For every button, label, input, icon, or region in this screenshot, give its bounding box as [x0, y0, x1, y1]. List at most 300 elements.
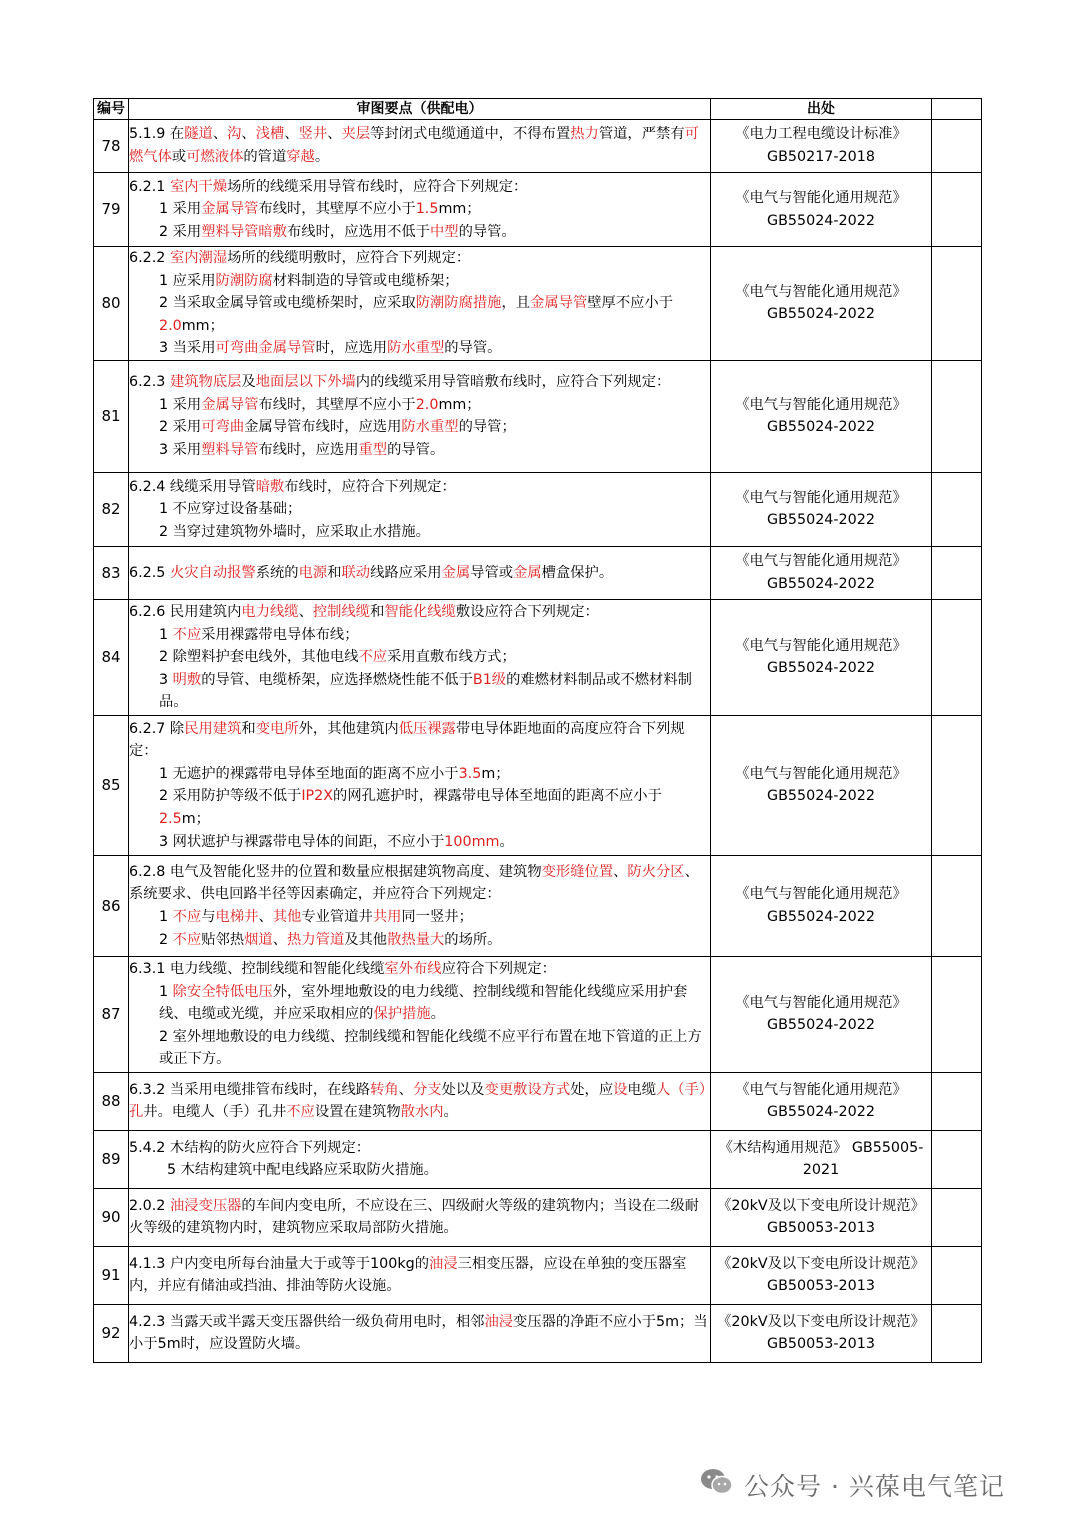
blank-cell — [932, 173, 982, 247]
text-segment: 处，应 — [570, 1081, 614, 1098]
table-row — [94, 247, 982, 361]
text-segment: 4.1.3 户内变电所每台油量大于或等于100kg的 — [129, 1255, 430, 1272]
highlighted-term: 保护措施 — [373, 1006, 431, 1023]
text-segment: 同一竖井； — [401, 908, 473, 925]
highlighted-term: 金属导管 — [530, 295, 588, 312]
text-segment: 和 — [327, 564, 342, 581]
review-point — [129, 247, 711, 361]
text-segment: 等封闭式电缆通道中，不得布置 — [370, 126, 571, 143]
highlighted-term: 油浸 — [484, 1313, 514, 1330]
text-segment: 外，室外埋地敷设的电力线缆、控制线缆和智能化线缆应采用护套线、电缆或光缆，并应采取相应的 — [159, 983, 688, 1023]
highlighted-term: 可弯曲金属导管 — [215, 340, 316, 357]
text-segment: 2.0.2 — [129, 1197, 170, 1214]
table-row — [94, 1130, 982, 1188]
table-row — [94, 956, 982, 1072]
row-number: 90 — [94, 1188, 129, 1246]
highlighted-term: 不应 — [286, 1104, 315, 1121]
review-point-line — [129, 906, 710, 929]
table-row — [94, 855, 982, 956]
highlighted-term: 2.5 — [159, 811, 182, 828]
text-segment: 贴邻热 — [201, 931, 245, 948]
text-segment: 场所的线缆明敷时，应符合下列规定： — [227, 250, 471, 266]
text-segment: 6.2.8 电气及智能化竖井的位置和数量应根据建筑物高度、建筑物 — [129, 863, 542, 880]
blank-cell — [932, 472, 982, 546]
highlighted-term: 火灾自动报警 — [169, 564, 256, 581]
highlighted-term: 建筑物底层 — [169, 374, 242, 391]
text-segment: 的导管。 — [444, 340, 502, 357]
text-segment: 电缆 — [627, 1081, 657, 1098]
text-segment: 布线时，应符合下列规定： — [284, 478, 456, 495]
row-number: 84 — [94, 599, 129, 715]
blank-cell — [932, 1188, 982, 1246]
text-segment: 、 — [241, 126, 256, 143]
source-reference: 《20kV及以下变电所设计规范》 GB50053-2013 — [711, 1304, 932, 1362]
highlighted-term: 防潮防腐措施 — [415, 295, 502, 312]
text-segment: 应符合下列规定： — [441, 960, 556, 977]
highlighted-term: B1级 — [472, 671, 507, 688]
text-segment: 变压器的净距不应小于5m；当小于5m时，应设置防火墙。 — [129, 1313, 708, 1353]
blank-cell — [932, 247, 982, 361]
highlighted-term: 共用 — [372, 908, 402, 925]
review-point — [129, 1072, 711, 1130]
text-segment: 专业管道井 — [301, 908, 373, 925]
review-point-line — [129, 958, 710, 981]
blank-cell — [932, 546, 982, 599]
source-reference: 《电气与智能化通用规范》 GB55024-2022 — [711, 715, 932, 855]
text-segment: 1 采用 — [159, 201, 202, 218]
review-point-line — [129, 198, 710, 221]
text-segment: 线路应采用 — [370, 564, 442, 581]
text-segment: 6.2.6 民用建筑内 — [129, 603, 242, 620]
highlighted-term: 夹层 — [341, 126, 371, 143]
text-segment: 、系统要求、供电回路半径等因素确定，并应符合下列规定： — [129, 863, 699, 903]
text-segment: 3 — [159, 671, 173, 688]
text-segment: 内的线缆采用导管暗敷布线时，应符合下列规定： — [355, 374, 671, 391]
row-number: 82 — [94, 472, 129, 546]
blank-cell — [932, 1246, 982, 1304]
highlighted-term: 防水重型 — [401, 419, 459, 436]
text-segment: 1 — [159, 626, 173, 643]
source-reference: 《电气与智能化通用规范》 GB55024-2022 — [711, 956, 932, 1072]
highlighted-term: 3.5 — [458, 765, 482, 782]
highlighted-term: 沟 — [227, 126, 242, 143]
review-point-line — [129, 1159, 710, 1182]
text-segment: 、 — [327, 126, 342, 143]
text-segment: 采用裸露带电导体布线； — [201, 626, 359, 643]
text-segment: 2 采用 — [159, 419, 202, 436]
source-reference: 《电气与智能化通用规范》 GB55024-2022 — [711, 599, 932, 715]
text-segment: 2 当采取金属导管或电缆桥架时，应采取 — [159, 295, 416, 312]
text-segment: 6.3.2 当采用电缆排管布线时，在线路 — [129, 1081, 371, 1098]
watermark — [700, 1462, 1005, 1508]
text-segment: 采用直敷布线方式； — [387, 649, 516, 666]
review-point-line — [129, 1079, 710, 1124]
text-segment: 5 木结构建筑中配电线路应采取防火措施。 — [167, 1162, 438, 1179]
source-reference: 《电气与智能化通用规范》 GB55024-2022 — [711, 472, 932, 546]
review-point-line — [129, 476, 710, 499]
row-number: 79 — [94, 173, 129, 247]
table-row — [94, 173, 982, 247]
highlighted-term: 油浸 — [429, 1255, 458, 1272]
highlighted-term: 智能化线缆 — [384, 603, 456, 620]
review-point-line — [129, 221, 710, 244]
source-reference: 《电气与智能化通用规范》 GB55024-2022 — [711, 173, 932, 247]
row-number: 78 — [94, 120, 129, 173]
review-point — [129, 599, 711, 715]
review-point — [129, 173, 711, 247]
highlighted-term: IP2X — [301, 788, 334, 805]
highlighted-term: 其他 — [272, 908, 302, 925]
text-segment: 材料制造的导管或电缆桥架； — [272, 272, 459, 289]
table-row — [94, 599, 982, 715]
text-segment: 布线时，应选用 — [258, 442, 359, 459]
review-point-line — [129, 669, 710, 714]
header-blank — [932, 99, 982, 120]
review-point-line — [129, 371, 710, 394]
row-number: 86 — [94, 855, 129, 956]
review-point-line — [129, 394, 710, 417]
review-table — [93, 98, 982, 1363]
text-segment: mm； — [438, 396, 481, 413]
highlighted-term: 金属 — [441, 564, 471, 581]
text-segment: 2 — [159, 931, 173, 948]
review-point-line — [129, 1253, 710, 1298]
text-segment: 6.2.2 — [129, 250, 170, 266]
highlighted-term: 热力管道 — [287, 931, 345, 948]
blank-cell — [932, 1304, 982, 1362]
review-point-line — [129, 624, 710, 647]
review-point-line — [129, 763, 710, 786]
review-point — [129, 855, 711, 956]
table-row — [94, 472, 982, 546]
highlighted-term: 穿越 — [286, 149, 315, 165]
text-segment: 的管道 — [243, 149, 287, 165]
blank-cell — [932, 120, 982, 173]
text-segment: 1 无遮护的裸露带电导体至地面的距离不应小于 — [159, 765, 459, 782]
text-segment: 布线时，应选用不低于 — [287, 223, 430, 240]
text-segment: 和 — [370, 603, 385, 620]
text-segment: 。 — [314, 149, 330, 165]
blank-cell — [932, 956, 982, 1072]
text-segment: 系统的 — [255, 564, 299, 581]
text-segment: 的导管。 — [387, 442, 445, 459]
review-point — [129, 1246, 711, 1304]
review-point-line — [129, 521, 710, 544]
text-segment: 布线时，其壁厚不应小于 — [258, 201, 416, 218]
source-reference: 《20kV及以下变电所设计规范》 GB50053-2013 — [711, 1188, 932, 1246]
review-point-line — [129, 337, 710, 360]
review-point-line — [129, 785, 710, 830]
source-reference: 《电气与智能化通用规范》 GB55024-2022 — [711, 546, 932, 599]
review-point-line — [129, 416, 710, 439]
text-segment: 壁厚不应小于 — [587, 295, 674, 312]
row-number: 91 — [94, 1246, 129, 1304]
text-segment: 5.4.2 木结构的防火应符合下列规定： — [129, 1139, 371, 1156]
blank-cell — [932, 1130, 982, 1188]
highlighted-term: 不应 — [358, 649, 388, 666]
row-number: 88 — [94, 1072, 129, 1130]
review-point-line — [129, 176, 710, 199]
row-number: 81 — [94, 360, 129, 472]
text-segment: 处以及 — [441, 1081, 485, 1098]
text-segment: 、 — [298, 603, 313, 620]
text-segment: 1 采用 — [159, 396, 202, 413]
text-segment: 的导管； — [458, 419, 516, 436]
table-body — [94, 120, 982, 1363]
source-reference: 《电力工程电缆设计标准》 GB50217-2018 — [711, 120, 932, 173]
table-row — [94, 1304, 982, 1362]
table-row — [94, 120, 982, 173]
highlighted-term: 2.0 — [159, 317, 182, 334]
blank-cell — [932, 715, 982, 855]
text-segment: 槽盒保护。 — [541, 564, 614, 581]
text-segment: 、 — [398, 1081, 413, 1098]
table-row — [94, 715, 982, 855]
text-segment: 导管或 — [470, 564, 514, 581]
review-point-line — [129, 292, 710, 337]
highlighted-term: 设 — [613, 1081, 628, 1098]
watermark-text: 公众号 · 兴葆电气笔记 — [744, 1472, 1005, 1501]
blank-cell — [932, 1072, 982, 1130]
header-source: 出处 — [711, 99, 932, 120]
highlighted-term: 散热量大 — [387, 931, 445, 948]
review-point — [129, 120, 711, 173]
text-segment: 、 — [272, 931, 288, 948]
review-point-line — [129, 861, 710, 906]
highlighted-term: 变更敷设方式 — [484, 1081, 571, 1098]
text-segment: 的场所。 — [444, 931, 502, 948]
text-segment: 。 — [443, 1104, 458, 1121]
highlighted-term: 防火分区 — [627, 863, 685, 880]
highlighted-term: 转角 — [370, 1081, 399, 1098]
text-segment: 设置在建筑物 — [314, 1104, 401, 1121]
review-point — [129, 360, 711, 472]
highlighted-term: 低压裸露 — [398, 720, 456, 737]
highlighted-term: 可弯曲 — [201, 419, 245, 436]
highlighted-term: 中型 — [429, 223, 459, 240]
highlighted-term: 2.0 — [415, 396, 439, 413]
review-point — [129, 1304, 711, 1362]
text-segment: 金属导管布线时，应选用 — [244, 419, 402, 436]
review-point — [129, 546, 711, 599]
text-segment: 3 当采用 — [159, 340, 216, 357]
highlighted-term: 1.5 — [415, 201, 439, 218]
row-number: 92 — [94, 1304, 129, 1362]
highlighted-term: 电源 — [298, 564, 328, 581]
highlighted-term: 人（手）孔 — [129, 1081, 707, 1121]
highlighted-term: 金属导管 — [201, 201, 259, 218]
text-segment: 与 — [201, 908, 216, 925]
text-segment: 3 采用 — [159, 442, 202, 459]
review-point-line — [129, 247, 710, 270]
review-point — [129, 1188, 711, 1246]
highlighted-term: 热力 — [570, 126, 599, 143]
blank-cell — [932, 360, 982, 472]
text-segment: 6.3.1 电力线缆、控制线缆和智能化线缆 — [129, 960, 385, 977]
highlighted-term: 塑料导管 — [201, 442, 259, 459]
text-segment: 及其他 — [344, 931, 388, 948]
table-row — [94, 1072, 982, 1130]
review-point-line — [129, 123, 710, 168]
highlighted-term: 变形缝位置 — [541, 863, 614, 880]
highlighted-term: 地面层以下外墙 — [255, 374, 356, 391]
text-segment: m； — [481, 765, 510, 782]
text-segment: 井。电缆人（手）孔井 — [143, 1104, 287, 1121]
text-segment: 管道，严禁有 — [598, 126, 685, 143]
review-point-line — [129, 718, 710, 763]
review-point-line — [129, 646, 710, 669]
header-num: 编号 — [94, 99, 129, 120]
source-reference: 《20kV及以下变电所设计规范》 GB50053-2013 — [711, 1246, 932, 1304]
text-segment: 6.2.7 除 — [129, 720, 185, 737]
highlighted-term: 暗敷 — [255, 478, 285, 495]
text-segment: 的导管、电缆桥架，应选择燃烧性能不低于 — [201, 671, 473, 688]
highlighted-term: 散水内 — [400, 1104, 444, 1121]
text-segment: 、 — [258, 908, 273, 925]
highlighted-term: 室外布线 — [384, 960, 442, 977]
blank-cell — [932, 855, 982, 956]
text-segment: 2 除塑料护套电线外，其他电线 — [159, 649, 359, 666]
text-segment: 、 — [284, 126, 299, 143]
text-segment: 的车间内变电所，不应设在三、四级耐火等级的建筑物内；当设在二级耐火等级的建筑物内时，建筑物应采取局部防火措施。 — [129, 1197, 699, 1237]
review-point — [129, 1130, 711, 1188]
table-header-row — [94, 99, 982, 120]
review-point — [129, 715, 711, 855]
review-point-line — [129, 562, 710, 585]
text-segment: 2 采用 — [159, 223, 202, 240]
blank-cell — [932, 599, 982, 715]
text-segment: mm； — [181, 317, 224, 334]
table-row — [94, 360, 982, 472]
text-segment: 。 — [499, 833, 514, 850]
row-number: 87 — [94, 956, 129, 1072]
text-segment: 三相变压器，应设在单独的变压器室内，并应有储油或挡油、排油等防火设施。 — [129, 1255, 687, 1295]
highlighted-term: 可燃气体 — [129, 126, 699, 165]
highlighted-term: 浅槽 — [255, 126, 285, 143]
text-segment: mm； — [438, 201, 481, 218]
highlighted-term: 塑料导管暗敷 — [201, 223, 288, 240]
source-reference: 《木结构通用规范》 GB55005-2021 — [711, 1130, 932, 1188]
text-segment: 的导管。 — [458, 223, 516, 240]
text-segment: 及 — [241, 374, 256, 391]
review-point-line — [129, 981, 710, 1026]
text-segment: 敷设应符合下列规定： — [455, 603, 599, 620]
highlighted-term: 控制线缆 — [312, 603, 371, 620]
text-segment: 1 应采用 — [159, 272, 216, 289]
highlighted-term: 室内潮湿 — [169, 250, 228, 266]
row-number: 80 — [94, 247, 129, 361]
text-segment: 4.2.3 当露天或半露天变压器供给一级负荷用电时，相邻 — [129, 1313, 485, 1330]
source-reference: 《电气与智能化通用规范》 GB55024-2022 — [711, 855, 932, 956]
highlighted-term: 联动 — [341, 564, 371, 581]
text-segment: 2 采用防护等级不低于 — [159, 788, 302, 805]
table-row — [94, 1246, 982, 1304]
review-point-line — [129, 1311, 710, 1356]
text-segment: 6.2.1 — [129, 178, 170, 195]
highlighted-term: 电力线缆 — [241, 603, 299, 620]
text-segment: 。 — [430, 1006, 445, 1023]
highlighted-term: 防水重型 — [387, 340, 445, 357]
highlighted-term: 可燃液体 — [186, 149, 244, 165]
table-row — [94, 546, 982, 599]
review-point-line — [129, 270, 710, 293]
wechat-icon — [700, 1467, 734, 1503]
text-segment: 带电导体距地面的高度应符合下列规定： — [129, 720, 685, 760]
highlighted-term: 室内干燥 — [169, 178, 228, 195]
highlighted-term: 重型 — [358, 442, 388, 459]
review-point-line — [129, 929, 710, 952]
text-segment: 、 — [613, 863, 628, 880]
text-segment: 的网孔遮护时，裸露带电导体至地面的距离不应小于 — [333, 788, 662, 805]
highlighted-term: 隧道 — [184, 126, 213, 143]
text-segment: 时，应选用 — [315, 340, 388, 357]
text-segment: 6.2.5 — [129, 564, 170, 581]
text-segment: ，且 — [501, 295, 531, 312]
text-segment: 2 室外埋地敷设的电力线缆、控制线缆和智能化线缆不应平行布置在地下管道的正上方或正下方。 — [159, 1028, 702, 1068]
review-point — [129, 472, 711, 546]
highlighted-term: 分支 — [412, 1081, 442, 1098]
text-segment: 2 当穿过建筑物外墙时，应采取止水措施。 — [159, 523, 430, 540]
header-content: 审图要点（供配电） — [129, 99, 711, 120]
text-segment: 1 不应穿过设备基础； — [159, 501, 302, 518]
text-segment: 1 — [159, 983, 173, 1000]
row-number: 85 — [94, 715, 129, 855]
text-segment: 或 — [171, 149, 187, 165]
text-segment: 和 — [241, 720, 256, 737]
row-number: 83 — [94, 546, 129, 599]
highlighted-term: 油浸变压器 — [169, 1197, 242, 1214]
highlighted-term: 不应 — [172, 626, 202, 643]
highlighted-term: 不应 — [172, 931, 202, 948]
highlighted-term: 不应 — [172, 908, 202, 925]
review-point-line — [129, 1026, 710, 1071]
source-reference: 《电气与智能化通用规范》 GB55024-2022 — [711, 1072, 932, 1130]
text-segment: 的难燃材料制品或不燃材料制品。 — [159, 671, 692, 711]
highlighted-term: 烟道 — [244, 931, 273, 948]
table-row — [94, 1188, 982, 1246]
review-point — [129, 956, 711, 1072]
highlighted-term: 金属导管 — [201, 396, 259, 413]
source-reference: 《电气与智能化通用规范》 GB55024-2022 — [711, 360, 932, 472]
review-point-line — [129, 1137, 710, 1160]
text-segment: 场所的线缆采用导管布线时，应符合下列规定： — [227, 178, 528, 195]
text-segment: m； — [181, 811, 210, 828]
review-point-line — [129, 1195, 710, 1240]
highlighted-term: 防潮防腐 — [215, 272, 273, 289]
text-segment: 6.2.3 — [129, 374, 170, 391]
text-segment: 5.1.9 在 — [129, 126, 185, 143]
highlighted-term: 除安全特低电压 — [172, 983, 273, 1000]
highlighted-term: 民用建筑 — [184, 720, 242, 737]
highlighted-term: 竖井 — [298, 126, 328, 143]
text-segment: 、 — [212, 126, 228, 143]
text-segment: 1 — [159, 908, 173, 925]
highlighted-term: 100mm — [444, 833, 500, 850]
review-point-line — [129, 831, 710, 854]
highlighted-term: 金属 — [513, 564, 542, 581]
text-segment: 6.2.4 线缆采用导管 — [129, 478, 256, 495]
source-reference: 《电气与智能化通用规范》 GB55024-2022 — [711, 247, 932, 361]
review-point-line — [129, 498, 710, 521]
text-segment: 3 网状遮护与裸露带电导体的间距，不应小于 — [159, 833, 445, 850]
text-segment: 布线时，其壁厚不应小于 — [258, 396, 416, 413]
row-number: 89 — [94, 1130, 129, 1188]
highlighted-term: 变电所 — [255, 720, 299, 737]
highlighted-term: 明敷 — [172, 671, 202, 688]
text-segment: 外，其他建筑内 — [298, 720, 399, 737]
review-point-line — [129, 601, 710, 624]
highlighted-term: 电梯井 — [215, 908, 259, 925]
